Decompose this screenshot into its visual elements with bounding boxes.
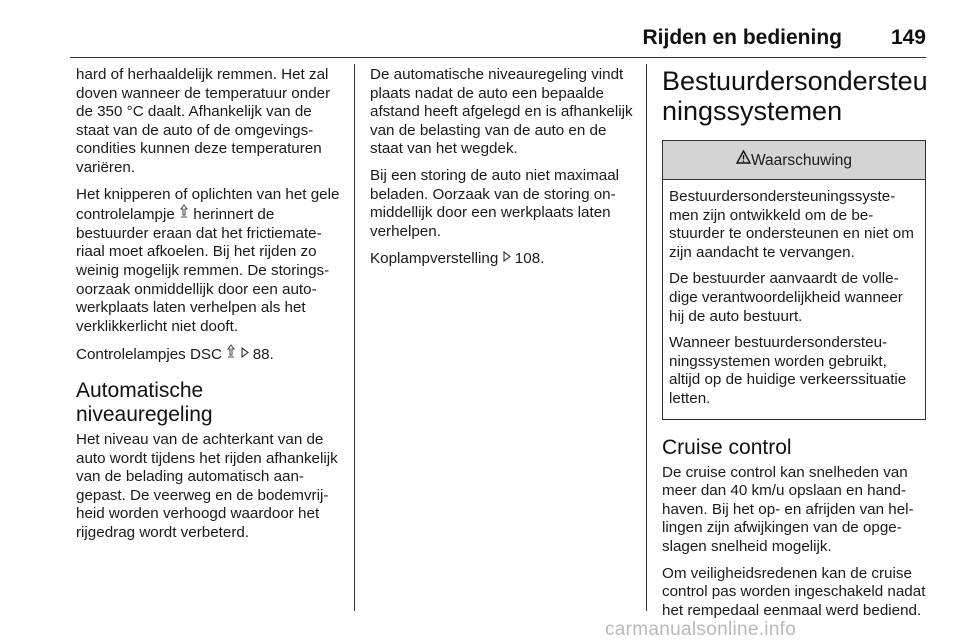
paragraph: hard of herhaaldelijk remmen. Het zal doven wanneer de temperatuur onder de 350 °C daalt. Afhankelijk van de staat van de auto of de omgevingscondities kunnen deze temperaturen variëren.	[76, 66, 331, 176]
column-divider-1	[354, 64, 355, 611]
section-title: Rijden en bediening	[642, 26, 842, 49]
heading-line: niveauregeling	[76, 402, 213, 426]
page-ref[interactable]: 108.	[514, 250, 545, 268]
paragraph	[76, 344, 344, 365]
page-header	[70, 26, 926, 54]
page-reference-arrow-icon	[503, 249, 511, 268]
paragraph: Wanneer bestuurdersondersteuningssystemen worden gebruikt, altijd op de huidige verkeerssituatie letten.	[669, 334, 907, 407]
paragraph	[76, 186, 344, 337]
page-reference-arrow-icon	[241, 345, 249, 364]
paragraph: De automatische niveauregeling vindt plaats nadat de auto een bepaalde afstand heeft afgelegd en is afhankelijk van de belasting van de auto en de staat van het wegdek.	[370, 66, 633, 158]
dsc-lamp-icon	[226, 344, 236, 364]
text: Het knipperen of oplichten van het gele controlelampje	[76, 185, 340, 224]
paragraph: De cruise control kan snelheden van meer dan 40 km/u opslaan en handhaven. Bij het op- en afrijden van hellingen zijn afwijkingen van de opgeslagen snelheid mogelijk.	[662, 463, 914, 555]
page-ref[interactable]: 88.	[252, 346, 274, 364]
column-divider-2	[646, 64, 647, 611]
page-number: 149	[890, 26, 926, 49]
section-heading	[76, 379, 344, 427]
watermark: carmanualsonline.info	[605, 619, 797, 640]
text: Controlelampjes DSC	[76, 346, 223, 364]
paragraph: De bestuurder aanvaardt de volledige verantwoordelijkheid wanneer hij de auto bestuurt.	[669, 270, 903, 325]
warning-title: Waarschuwing	[750, 152, 853, 169]
warning-header	[663, 141, 925, 180]
text: Koplampverstelling	[370, 250, 499, 268]
column-middle	[370, 66, 636, 277]
heading-line: ningssystemen	[662, 96, 843, 126]
warning-triangle-icon	[736, 141, 751, 179]
paragraph: Bestuurdersondersteuningssystemen zijn ontwikkeld om de bestuurder te ondersteunen en niet om zijn aandacht te vervangen.	[669, 188, 914, 261]
brake-warning-lamp-icon	[179, 204, 189, 224]
heading-line: Bestuurdersondersteu	[662, 66, 928, 96]
column-left	[76, 66, 344, 550]
paragraph: Om veiligheidsredenen kan de cruise control pas worden ingeschakeld nadat het rempedaal eenmaal werd bediend.	[662, 564, 926, 619]
chapter-heading	[662, 66, 926, 126]
paragraph: Het niveau van de achterkant van de auto wordt tijdens het rijden afhankelijk van de belading automatisch aangepast. De veerweg en de bodemvrijheid worden verhoogd waardoor het rijgedrag wordt verbeterd.	[76, 430, 338, 541]
heading-line: Automatische	[76, 378, 204, 402]
warning-body	[663, 180, 925, 419]
column-right	[662, 66, 926, 628]
section-heading: Cruise control	[662, 435, 792, 459]
header-divider	[70, 57, 926, 58]
warning-box	[662, 140, 926, 420]
text: herinnert de bestuurder eraan dat het frictiemateriaal moet afkoelen. Bij het rijden zo weinig mogelijk remmen. De storingsoorzaak onmiddellijk door een autowerkplaats laten verhelpen als het verklikkerlicht niet dooft.	[76, 206, 330, 335]
paragraph	[370, 249, 636, 269]
paragraph: Bij een storing de auto niet maximaal beladen. Oorzaak van de storing onmiddellijk door een werkplaats laten verhelpen.	[370, 166, 620, 240]
